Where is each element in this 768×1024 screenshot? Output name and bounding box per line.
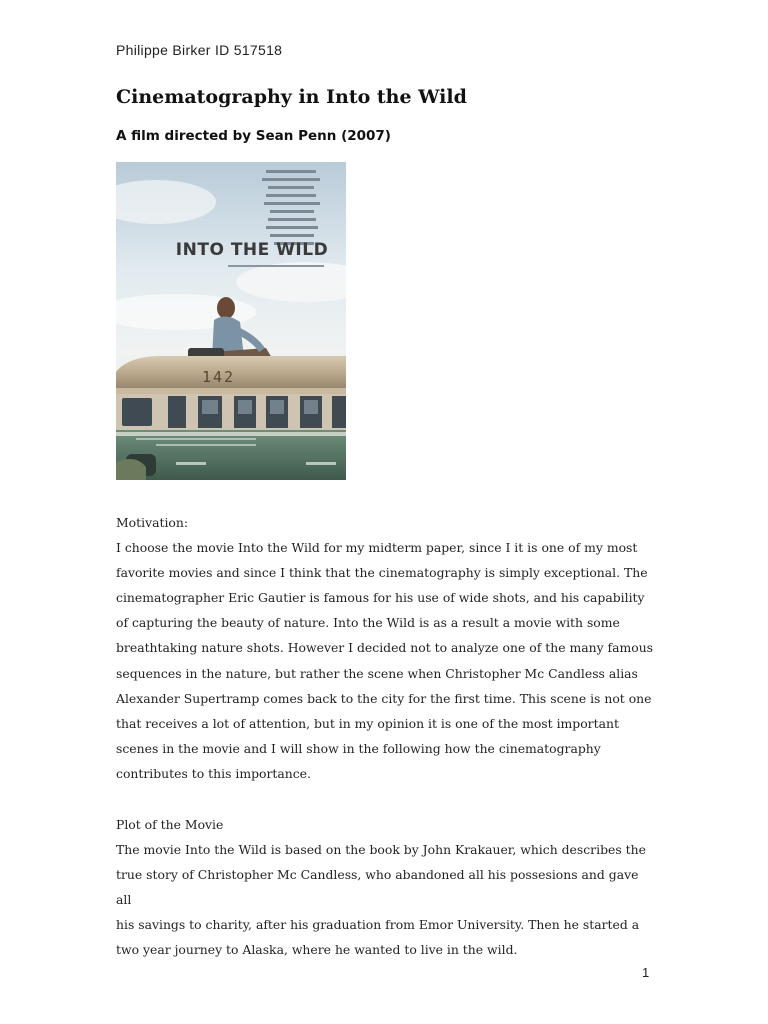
author-header: Philippe Birker ID 517518 — [116, 42, 283, 58]
motivation-line: sequences in the nature, but rather the scene when Christopher Mc Candless alias — [116, 665, 638, 681]
poster-title-text: INTO THE WILD — [175, 240, 329, 260]
motivation-line: I choose the movie Into the Wild for my midterm paper, since I it is one of my most — [116, 540, 638, 556]
motivation-line: cinematographer Eric Gautier is famous for his use of wide shots, and his capability — [116, 590, 645, 606]
plot-heading: Plot of the Movie — [116, 817, 224, 832]
motivation-line: that receives a lot of attention, but in my opinion it is one of the most important — [116, 715, 619, 731]
motivation-section — [116, 510, 656, 786]
poster-artwork — [116, 162, 346, 480]
plot-line: his savings to charity, after his graduation from Emor University. Then he started a — [116, 917, 640, 933]
movie-poster-image — [116, 162, 346, 480]
plot-section — [116, 812, 656, 963]
motivation-line: contributes to this importance. — [116, 765, 311, 781]
poster-bus-number: 142 — [202, 368, 236, 386]
document-title: Cinematography in Into the Wild — [116, 86, 467, 108]
motivation-line: of capturing the beauty of nature. Into the Wild is as a result a movie with some — [116, 615, 620, 631]
motivation-line: favorite movies and since I think that the cinematography is simply exceptional. The — [116, 565, 648, 581]
page-number: 1 — [642, 965, 650, 980]
motivation-line: scenes in the movie and I will show in the following how the cinematography — [116, 740, 601, 756]
plot-line: two year journey to Alaska, where he wanted to live in the wild. — [116, 942, 518, 958]
document-subtitle: A film directed by Sean Penn (2007) — [116, 128, 391, 144]
motivation-heading: Motivation: — [116, 515, 189, 530]
plot-line: The movie Into the Wild is based on the book by John Krakauer, which describes the — [116, 842, 646, 858]
motivation-line: Alexander Supertramp comes back to the city for the first time. This scene is not one — [116, 690, 652, 706]
plot-line: true story of Christopher Mc Candless, who abandoned all his possesions and gave all — [116, 867, 639, 908]
motivation-line: breathtaking nature shots. However I decided not to analyze one of the many famous — [116, 640, 654, 656]
